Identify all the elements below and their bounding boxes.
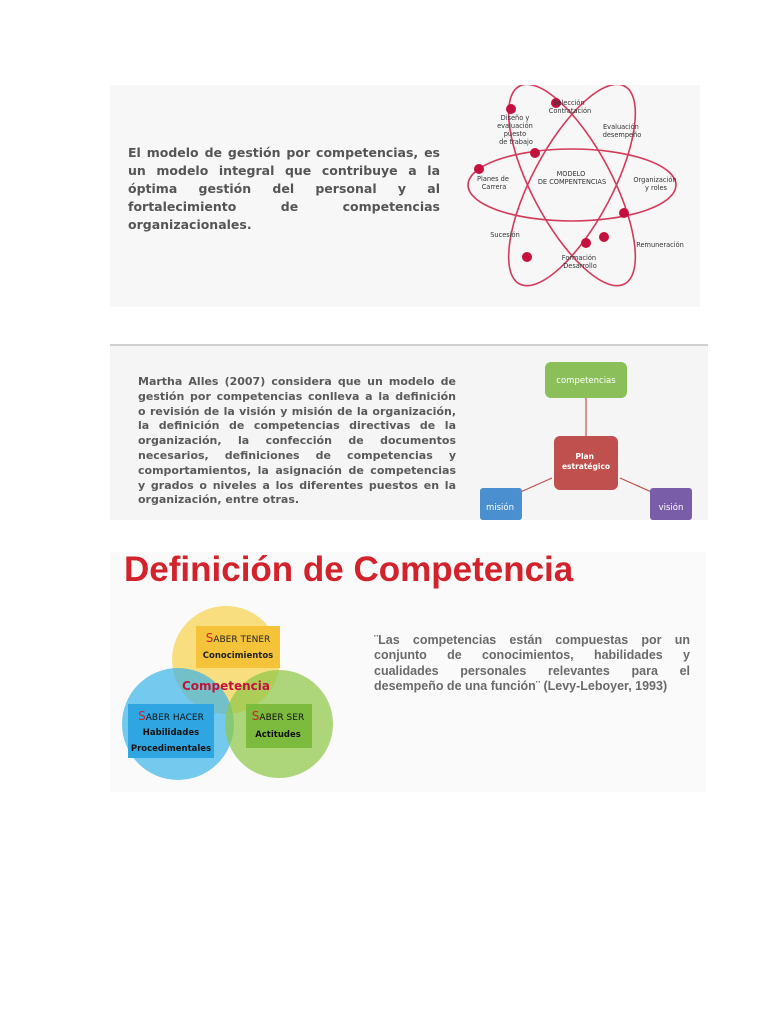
label-organizacion: Organización y roles: [633, 176, 677, 192]
label-competencia: Competencia: [181, 679, 271, 693]
node-mision-label: misión: [485, 503, 515, 513]
center-label: MODELO DE COMPENTENCIAS: [537, 170, 607, 186]
label-planes: Planes de Carrera: [477, 175, 509, 191]
label-actitudes: Actitudes: [255, 730, 301, 740]
label-habilidades: Habilidades: [142, 728, 200, 738]
venn-diagram: [122, 604, 352, 794]
orbit-dot: [581, 238, 591, 248]
orbit-dot: [530, 148, 540, 158]
orbit-dot: [522, 252, 532, 262]
label-evaluacion: Evaluación desempeño: [602, 123, 642, 139]
slide2-paragraph: Martha Alles (2007) considera que un modelo de gestión por competencias conlleva a la definición o revisión de la visión y misión de la organización, la definición de competencias directivas de la organización, la confección de documentos necesarios, definiciones de competencias y comportamientos, la asignación de competencias y grados o niveles a los diferentes puestos en la organización, entre otras.: [138, 375, 456, 507]
orbit-dot: [599, 232, 609, 242]
slide-modelo-gestion: [110, 85, 700, 307]
label-diseno: Diseño y evaluación puesto de trabajo: [497, 114, 533, 146]
label-remuneracion: Remuneración: [636, 241, 684, 249]
orbit-dot: [474, 164, 484, 174]
orbits: [468, 85, 676, 303]
label-saber-tener: SABER TENER: [205, 631, 271, 645]
slide3-title: Definición de Competencia: [124, 550, 574, 589]
competency-model-diagram: [460, 85, 700, 307]
slide-definicion: [110, 552, 706, 792]
slide3-quote: ¨Las competencias están compuestas por un conjunto de conocimientos, habilidades y cualidades personales relevantes para el desempeño de una función¨ (Levy-Leboyer, 1993): [374, 632, 690, 693]
slide-martha-alles: [110, 344, 708, 520]
label-procedimentales: Procedimentales: [130, 744, 212, 754]
label-sucesion: Sucesión: [490, 231, 520, 239]
node-competencias-label: competencias: [556, 376, 616, 386]
plan-estrategico-diagram: [474, 346, 714, 520]
slide1-paragraph: El modelo de gestión por competencias, es un modelo integral que contribuye a la óptima gestión del personal y al fortalecimiento de competencias organizacionales.: [128, 144, 440, 232]
orbit-dot: [619, 208, 629, 218]
label-formacion: Formación Desarrollo: [561, 254, 597, 270]
label-saber-hacer: SABER HACER: [138, 709, 204, 723]
orbit-dot: [506, 104, 516, 114]
node-plan-label: Plan estratégico: [561, 452, 611, 471]
label-saber-ser: SABER SER: [251, 709, 305, 723]
label-seleccion: Selección Contratación: [548, 99, 592, 115]
node-vision-label: visión: [658, 503, 684, 513]
label-conocimientos: Conocimientos: [202, 651, 274, 661]
